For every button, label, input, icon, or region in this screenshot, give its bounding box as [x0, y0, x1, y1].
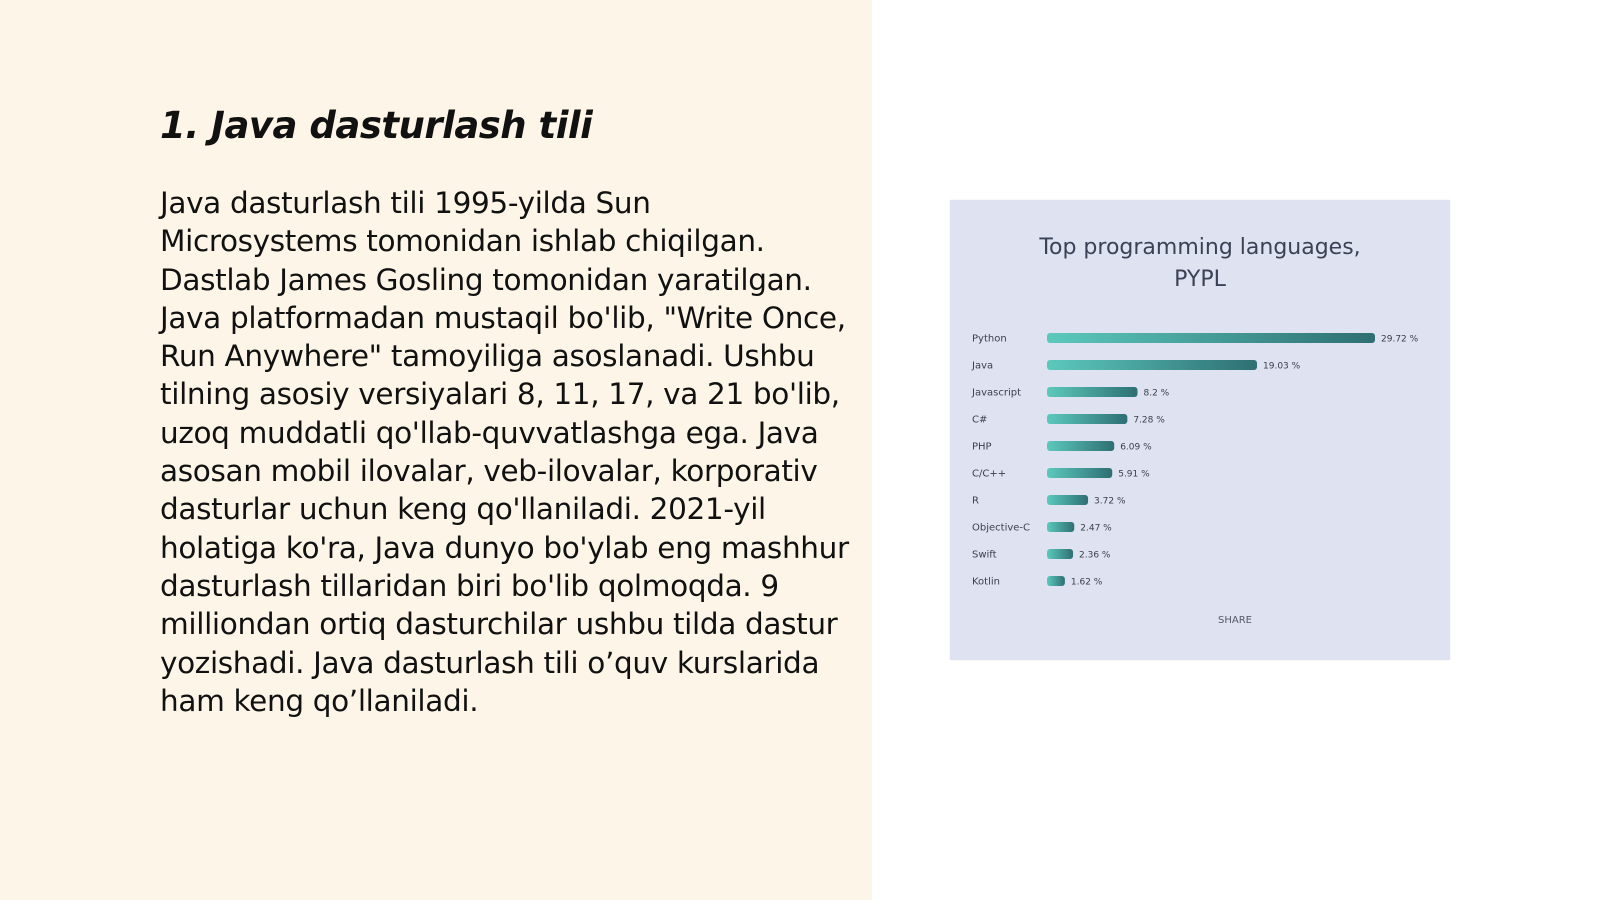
- value-label: 2.36 %: [1079, 550, 1111, 561]
- category-label: Objective-C: [972, 522, 1031, 534]
- category-label: R: [972, 495, 979, 507]
- bar: [1047, 576, 1065, 586]
- value-label: 8.2 %: [1143, 388, 1170, 399]
- category-label: Swift: [972, 549, 997, 561]
- value-label: 6.09 %: [1120, 442, 1152, 453]
- category-label: C#: [972, 414, 988, 426]
- value-label: 1.62 %: [1070, 577, 1103, 588]
- category-label: C/C++: [972, 468, 1007, 480]
- category-label: Java: [972, 360, 994, 372]
- programming-languages-chart: [950, 200, 1450, 660]
- bar: [1047, 522, 1074, 532]
- chart-title: Top programming languages, PYPL: [1039, 235, 1361, 292]
- slide-title: 1. Java dasturlash tili: [160, 104, 593, 147]
- category-label: Kotlin: [972, 576, 1000, 588]
- value-label: 7.28 %: [1133, 415, 1165, 426]
- bar: [1047, 495, 1088, 505]
- value-label: 3.72 %: [1094, 496, 1126, 507]
- slide-body-text: Java dasturlash tili 1995-yilda Sun Microsystems tomonidan ishlab chiqilgan. Dastlab James Gosling tomonidan yaratilgan. Java platformadan mustaqil bo'lib, "Write Once, Run Anywhere" tamoyiliga asoslanadi. Ushbu tilning asosiy versiyalari 8, 11, 17, va 21 bo'lib, uzoq muddatli qo'llab-quvvatlashga ega. Java asosan mobil ilovalar, veb-ilovalar, korporativ dasturlar uchun keng qo'llaniladi. 2021-yil holatiga ko'ra, Java dunyo bo'ylab eng mashhur dasturlash tillaridan biri bo'lib qolmoqda. 9 milliondan ortiq dasturchilar ushbu tilda dastur yozishadi. Java dasturlash tili o’quv kurslarida ham keng qo’llaniladi.: [160, 186, 849, 718]
- bar: [1047, 333, 1375, 343]
- value-label: 19.03 %: [1263, 361, 1301, 372]
- category-label: PHP: [972, 441, 992, 453]
- value-label: 5.91 %: [1118, 469, 1150, 480]
- bar: [1047, 468, 1112, 478]
- category-label: Javascript: [972, 387, 1021, 399]
- bar: [1047, 549, 1073, 559]
- bar: [1047, 414, 1127, 424]
- category-label: Python: [972, 333, 1007, 345]
- share-link[interactable]: SHARE: [1218, 615, 1252, 626]
- bar-chart: [950, 200, 1450, 660]
- bar: [1047, 387, 1137, 397]
- bar: [1047, 360, 1257, 370]
- bar: [1047, 441, 1114, 451]
- value-label: 29.72 %: [1381, 334, 1419, 345]
- value-label: 2.47 %: [1080, 523, 1112, 534]
